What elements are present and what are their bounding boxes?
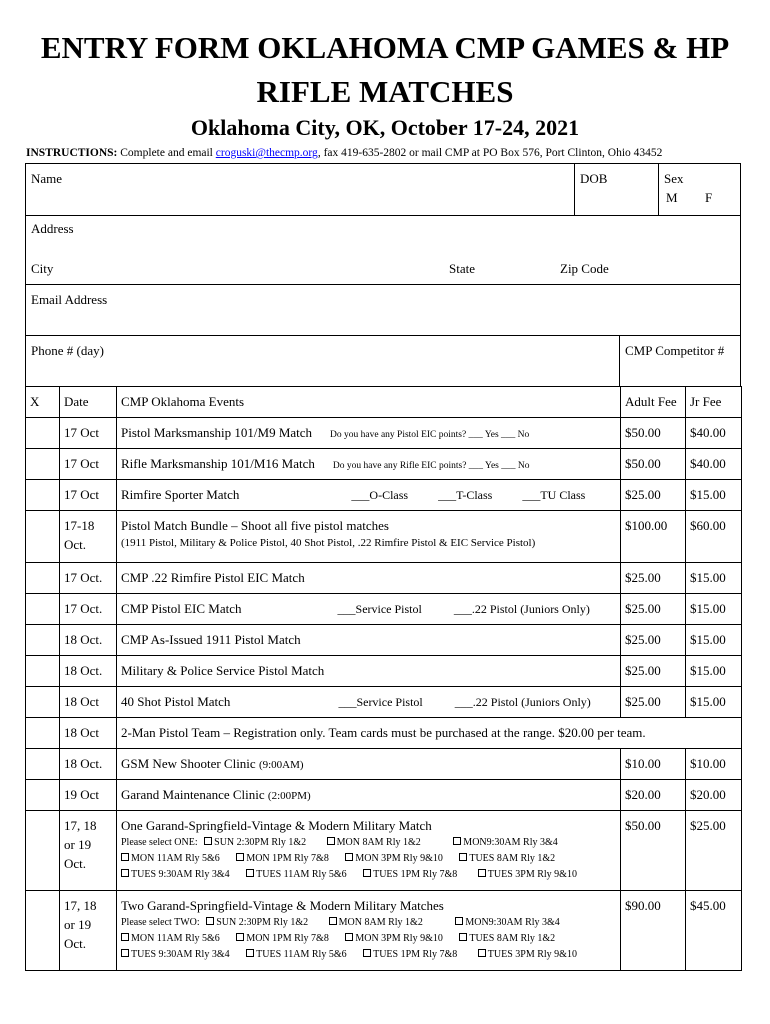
event-name: Garand Maintenance Clinic (121, 787, 265, 802)
table-row (26, 594, 742, 625)
date-cell: 17 Oct (60, 449, 117, 480)
checkbox-icon[interactable] (455, 917, 463, 925)
table-row (26, 718, 742, 749)
event-cell (117, 594, 621, 625)
zip-field[interactable]: Zip Code (560, 261, 609, 276)
jr-fee-cell: $15.00 (686, 625, 742, 656)
event-time: (2:00PM) (267, 790, 311, 802)
event-cell: Military & Police Service Pistol Match (117, 656, 621, 687)
event-time: (9:00AM) (258, 759, 304, 771)
select-cell[interactable] (26, 687, 60, 718)
table-row (26, 780, 742, 811)
adult-fee-cell: $25.00 (621, 656, 686, 687)
relay-option[interactable]: TUES 1PM Rly 7&8 (363, 869, 457, 880)
jr-fee-cell: $15.00 (686, 480, 742, 511)
table-row (26, 563, 742, 594)
class-option-t[interactable]: ___T-Class (438, 488, 493, 502)
table-row (26, 625, 742, 656)
select-cell[interactable] (26, 749, 60, 780)
checkbox-icon[interactable] (329, 917, 337, 925)
table-row (26, 656, 742, 687)
select-cell[interactable] (26, 625, 60, 656)
select-label: Please select ONE: (121, 837, 198, 848)
adult-fee-cell: $25.00 (621, 594, 686, 625)
event-cell (117, 749, 621, 780)
event-cell (117, 687, 621, 718)
event-name: 40 Shot Pistol Match (121, 694, 231, 709)
select-cell[interactable] (26, 563, 60, 594)
dob-field[interactable]: DOB (580, 171, 608, 186)
email-address-field[interactable]: Email Address (31, 292, 108, 307)
relay-option[interactable]: MON 3PM Rly 9&10 (345, 933, 443, 944)
date-line: 17, 18 (64, 818, 97, 833)
checkbox-icon[interactable] (363, 949, 371, 957)
form-title-line2: RIFLE MATCHES (256, 74, 514, 109)
relay-option[interactable]: TUES 9:30AM Rly 3&4 (121, 869, 230, 880)
event-name: GSM New Shooter Clinic (121, 756, 256, 771)
table-row (26, 811, 742, 891)
select-cell[interactable] (26, 780, 60, 811)
option-22-pistol[interactable]: ___.22 Pistol (Juniors Only) (453, 602, 590, 616)
relay-option[interactable]: MON 11AM Rly 5&6 (121, 933, 220, 944)
table-row (26, 480, 742, 511)
sex-field: Sex (664, 171, 684, 186)
form-title-line1: ENTRY FORM OKLAHOMA CMP GAMES & HP (40, 30, 730, 65)
event-cell (117, 780, 621, 811)
adult-fee-cell: $25.00 (621, 563, 686, 594)
competitor-number-field[interactable]: CMP Competitor # (625, 343, 725, 358)
checkbox-icon[interactable] (246, 949, 254, 957)
date-line: 17, 18 (64, 898, 97, 913)
checkbox-icon[interactable] (246, 869, 254, 877)
relay-option[interactable]: MON9:30AM Rly 3&4 (453, 837, 557, 848)
jr-fee-cell: $20.00 (686, 780, 742, 811)
date-cell: 18 Oct (60, 687, 117, 718)
header-events: CMP Oklahoma Events (117, 387, 621, 418)
event-cell: 2-Man Pistol Team – Registration only. Team cards must be purchased at the range. $20.00 per team. (117, 718, 742, 749)
sex-option-m[interactable]: M (666, 190, 678, 205)
checkbox-icon[interactable] (478, 869, 486, 877)
select-cell[interactable] (26, 718, 60, 749)
checkbox-icon[interactable] (236, 933, 244, 941)
sex-option-f[interactable]: F (705, 190, 713, 205)
date-line: Oct. (64, 537, 87, 552)
adult-fee-cell: $50.00 (621, 418, 686, 449)
jr-fee-cell: $40.00 (686, 418, 742, 449)
select-cell[interactable] (26, 656, 60, 687)
class-option-o[interactable]: ___O-Class (351, 488, 409, 502)
date-cell: 17 Oct. (60, 563, 117, 594)
relay-option[interactable]: MON 8AM Rly 1&2 (327, 837, 421, 848)
relay-option[interactable]: TUES 11AM Rly 5&6 (246, 949, 346, 960)
city-field[interactable]: City (31, 261, 54, 276)
relay-option[interactable]: SUN 2:30PM Rly 1&2 (204, 837, 306, 848)
jr-fee-cell: $10.00 (686, 749, 742, 780)
date-cell: 17 Oct. (60, 594, 117, 625)
eic-question[interactable]: Do you have any Pistol EIC points? ___ Yes ___ No (330, 430, 530, 440)
date-cell: 18 Oct. (60, 656, 117, 687)
adult-fee-cell: $25.00 (621, 480, 686, 511)
date-cell (60, 811, 117, 891)
select-cell[interactable] (26, 891, 60, 971)
table-header-row (26, 387, 742, 418)
select-cell[interactable] (26, 418, 60, 449)
relay-option[interactable]: TUES 8AM Rly 1&2 (459, 853, 555, 864)
header-jr-fee: Jr Fee (686, 387, 742, 418)
checkbox-icon[interactable] (459, 853, 467, 861)
instructions-label: INSTRUCTIONS: (26, 147, 118, 159)
adult-fee-cell: $50.00 (621, 811, 686, 891)
event-cell (117, 891, 621, 971)
table-row (26, 687, 742, 718)
class-option-tu[interactable]: ___TU Class (522, 488, 586, 502)
event-name: Two Garand-Springfield-Vintage & Modern Military Matches (121, 898, 444, 913)
name-field[interactable]: Name (31, 171, 63, 186)
phone-field[interactable]: Phone # (day) (31, 343, 104, 358)
relay-option[interactable]: MON 3PM Rly 9&10 (345, 853, 443, 864)
option-22-pistol[interactable]: ___.22 Pistol (Juniors Only) (454, 695, 591, 709)
table-row (26, 511, 742, 563)
jr-fee-cell: $15.00 (686, 563, 742, 594)
date-line: or 19 (64, 837, 92, 852)
relay-option[interactable]: TUES 8AM Rly 1&2 (459, 933, 555, 944)
relay-option[interactable]: MON 1PM Rly 7&8 (236, 853, 329, 864)
event-cell: CMP As-Issued 1911 Pistol Match (117, 625, 621, 656)
event-cell (117, 811, 621, 891)
jr-fee-cell: $45.00 (686, 891, 742, 971)
header-x: X (26, 387, 60, 418)
checkbox-icon[interactable] (478, 949, 486, 957)
jr-fee-cell: $40.00 (686, 449, 742, 480)
table-row (26, 749, 742, 780)
event-name: One Garand-Springfield-Vintage & Modern Military Match (121, 818, 432, 833)
instructions (26, 145, 746, 161)
adult-fee-cell: $10.00 (621, 749, 686, 780)
event-name: Pistol Match Bundle – Shoot all five pistol matches (121, 518, 389, 533)
checkbox-icon[interactable] (345, 933, 353, 941)
select-cell[interactable] (26, 480, 60, 511)
checkbox-icon[interactable] (121, 869, 129, 877)
date-line: 17-18 (64, 518, 95, 533)
checkbox-icon[interactable] (121, 853, 129, 861)
relay-option[interactable]: TUES 9:30AM Rly 3&4 (121, 949, 230, 960)
eic-question[interactable]: Do you have any Rifle EIC points? ___ Yes ___ No (332, 461, 530, 471)
checkbox-icon[interactable] (121, 949, 129, 957)
instructions-text-pre: Complete and email (120, 147, 216, 159)
checkbox-icon[interactable] (236, 853, 244, 861)
checkbox-icon[interactable] (204, 837, 212, 845)
header-date: Date (60, 387, 117, 418)
event-subtext: (1911 Pistol, Military & Police Pistol, 40 Shot Pistol, .22 Rimfire Pistol & EIC Service Pistol) (121, 537, 536, 549)
adult-fee-cell: $20.00 (621, 780, 686, 811)
date-cell: 17 Oct (60, 480, 117, 511)
checkbox-icon[interactable] (206, 917, 214, 925)
adult-fee-cell: $100.00 (621, 511, 686, 563)
date-cell (60, 891, 117, 971)
event-cell (117, 449, 621, 480)
relay-option[interactable]: MON 11AM Rly 5&6 (121, 853, 220, 864)
select-cell[interactable] (26, 594, 60, 625)
date-cell: 18 Oct. (60, 749, 117, 780)
option-service-pistol[interactable]: ___Service Pistol (338, 695, 423, 709)
select-cell[interactable] (26, 811, 60, 891)
adult-fee-cell: $90.00 (621, 891, 686, 971)
adult-fee-cell: $25.00 (621, 625, 686, 656)
table-row (26, 449, 742, 480)
checkbox-icon[interactable] (327, 837, 335, 845)
event-cell (117, 511, 621, 563)
adult-fee-cell: $25.00 (621, 687, 686, 718)
event-cell (117, 418, 621, 449)
option-service-pistol[interactable]: ___Service Pistol (337, 602, 422, 616)
date-cell: 19 Oct (60, 780, 117, 811)
select-cell[interactable] (26, 449, 60, 480)
date-line: Oct. (64, 856, 87, 871)
table-row (26, 891, 742, 971)
jr-fee-cell: $25.00 (686, 811, 742, 891)
relay-option[interactable]: SUN 2:30PM Rly 1&2 (206, 917, 308, 928)
relay-option[interactable]: TUES 1PM Rly 7&8 (363, 949, 457, 960)
email-link[interactable]: croguski@thecmp.org (215, 147, 318, 159)
relay-option[interactable]: MON 8AM Rly 1&2 (329, 917, 423, 928)
checkbox-icon[interactable] (453, 837, 461, 845)
checkbox-icon[interactable] (459, 933, 467, 941)
events-table (25, 386, 742, 971)
address-field[interactable]: Address (31, 221, 74, 236)
jr-fee-cell: $60.00 (686, 511, 742, 563)
table-row (26, 418, 742, 449)
event-name: Rifle Marksmanship 101/M16 Match (121, 456, 315, 471)
header-adult-fee: Adult Fee (621, 387, 686, 418)
state-field[interactable]: State (449, 261, 475, 276)
relay-option[interactable]: MON9:30AM Rly 3&4 (455, 917, 559, 928)
event-name: Pistol Marksmanship 101/M9 Match (121, 425, 313, 440)
jr-fee-cell: $15.00 (686, 594, 742, 625)
event-name: Rimfire Sporter Match (121, 487, 240, 502)
date-cell: 17 Oct (60, 418, 117, 449)
relay-option[interactable]: TUES 3PM Rly 9&10 (478, 869, 577, 880)
date-cell: 18 Oct. (60, 625, 117, 656)
date-line: Oct. (64, 936, 87, 951)
relay-option[interactable]: TUES 3PM Rly 9&10 (478, 949, 577, 960)
checkbox-icon[interactable] (121, 933, 129, 941)
date-line: or 19 (64, 917, 92, 932)
instructions-text-post: , fax 419-635-2802 or mail CMP at PO Box 576, Port Clinton, Ohio 43452 (317, 147, 663, 159)
date-cell: 18 Oct (60, 718, 117, 749)
event-cell (117, 480, 621, 511)
event-name: CMP Pistol EIC Match (121, 601, 242, 616)
relay-option[interactable]: MON 1PM Rly 7&8 (236, 933, 329, 944)
event-cell: CMP .22 Rimfire Pistol EIC Match (117, 563, 621, 594)
date-cell (60, 511, 117, 563)
checkbox-icon[interactable] (363, 869, 371, 877)
form-subtitle: Oklahoma City, OK, October 17-24, 2021 (190, 115, 580, 140)
checkbox-icon[interactable] (345, 853, 353, 861)
jr-fee-cell: $15.00 (686, 656, 742, 687)
adult-fee-cell: $50.00 (621, 449, 686, 480)
select-cell[interactable] (26, 511, 60, 563)
jr-fee-cell: $15.00 (686, 687, 742, 718)
select-label: Please select TWO: (121, 917, 200, 928)
relay-option[interactable]: TUES 11AM Rly 5&6 (246, 869, 346, 880)
